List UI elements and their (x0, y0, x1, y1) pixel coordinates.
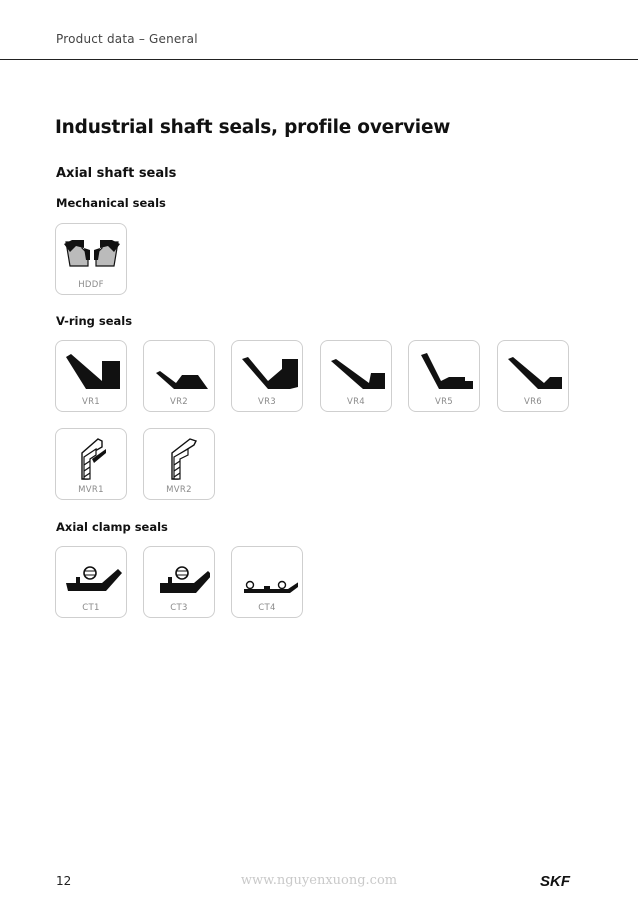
profile-card-mvr1[interactable] (55, 428, 127, 500)
vr2-profile-icon (150, 347, 210, 393)
ct4-profile-icon (238, 553, 298, 599)
page-subtitle: Axial shaft seals (56, 166, 177, 181)
profile-label: VR4 (346, 397, 366, 407)
profile-label: HDDF (78, 280, 104, 290)
vr1-profile-icon (62, 347, 122, 393)
profile-label: VR1 (81, 397, 101, 407)
mvr1-profile-icon (62, 435, 122, 481)
ct3-profile-icon (150, 553, 210, 599)
profile-label: CT4 (258, 603, 276, 613)
profile-card-vr4[interactable] (320, 340, 392, 412)
profile-label: CT3 (170, 603, 188, 613)
mvr2-profile-icon (150, 435, 210, 481)
profile-card-hddf[interactable] (55, 223, 127, 295)
profile-card-vr2[interactable] (143, 340, 215, 412)
profile-label: VR6 (523, 397, 543, 407)
axial-clamp-seals-heading: Axial clamp seals (56, 520, 168, 534)
profile-label: MVR2 (166, 485, 192, 495)
v-ring-seals-heading: V-ring seals (56, 314, 133, 328)
profile-card-ct1[interactable] (55, 546, 127, 618)
header-section-title: Product data – General (56, 32, 198, 46)
profile-label: VR5 (434, 397, 454, 407)
profile-card-ct4[interactable] (231, 546, 303, 618)
page-number: 12 (56, 874, 72, 888)
vr5-profile-icon (415, 347, 475, 393)
profile-card-ct3[interactable] (143, 546, 215, 618)
page-title: Industrial shaft seals, profile overview (55, 117, 451, 138)
profile-label: VR2 (169, 397, 189, 407)
profile-card-vr3[interactable] (231, 340, 303, 412)
svg-text:SKF: SKF (540, 873, 570, 889)
profile-label: MVR1 (78, 485, 104, 495)
watermark-url: www.nguyenxuong.com (240, 873, 398, 888)
profile-label: CT1 (82, 603, 100, 613)
vr6-profile-icon (504, 347, 564, 393)
profile-card-mvr2[interactable] (143, 428, 215, 500)
vr4-profile-icon (327, 347, 387, 393)
profile-card-vr1[interactable] (55, 340, 127, 412)
skf-logo-icon (540, 873, 586, 889)
ct1-profile-icon (62, 553, 122, 599)
profile-card-vr6[interactable] (497, 340, 569, 412)
profile-label: VR3 (257, 397, 277, 407)
skf-logo (540, 873, 586, 893)
hddf-profile-icon (62, 230, 122, 276)
header-divider (0, 59, 638, 60)
mechanical-seals-heading: Mechanical seals (56, 196, 166, 210)
profile-card-vr5[interactable] (408, 340, 480, 412)
vr3-profile-icon (238, 347, 298, 393)
